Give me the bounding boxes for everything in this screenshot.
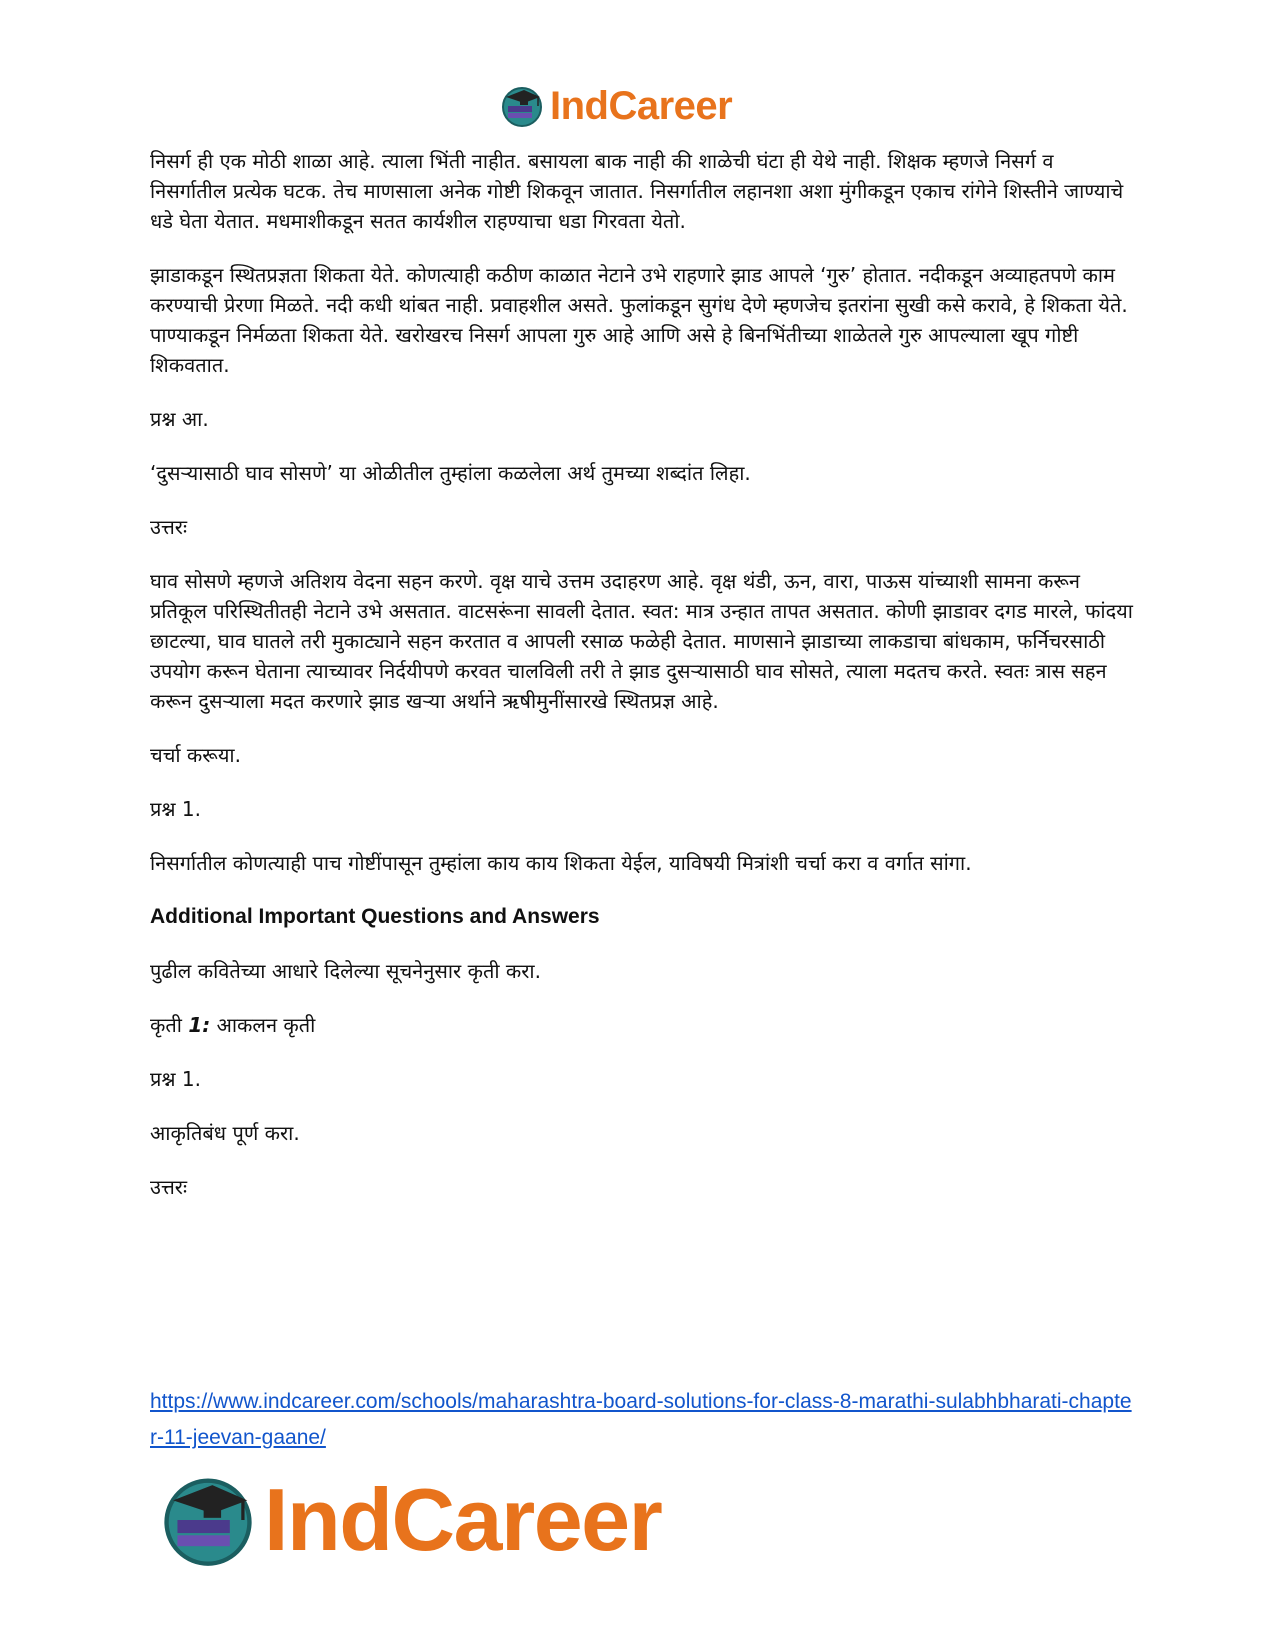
source-link[interactable]: https://www.indcareer.com/schools/maharashtra-board-solutions-for-class-8-marathi-sulabhbharati-chapter-11-jeevan-gaane/	[150, 1390, 1132, 1449]
header-logo	[500, 78, 780, 134]
question-text: ‘दुसऱ्यासाठी घाव सोसणे’ या ओळीतील तुम्हांला कळलेला अर्थ तुमच्या शब्दांत लिहा.	[150, 461, 751, 485]
logo-wordmark: IndCareer	[264, 1470, 662, 1569]
document-body	[150, 146, 1135, 1226]
graduation-book-globe-icon	[500, 84, 544, 128]
question-text: निसर्गातील कोणत्याही पाच गोष्टींपासून तुम्हांला काय काय शिकता येईल, याविषयी मित्रांशी चर्चा करा व वर्गात सांगा.	[150, 851, 972, 875]
logo-wordmark: IndCareer	[550, 83, 733, 128]
footer-logo	[160, 1470, 700, 1570]
answer-label: उत्तरः	[150, 1175, 187, 1199]
question-label: प्रश्न आ.	[150, 407, 209, 431]
section-label: चर्चा करूया.	[150, 743, 241, 767]
question-label: प्रश्न 1.	[150, 1067, 201, 1091]
instruction-text: पुढील कवितेच्या आधारे दिलेल्या सूचनेनुसार कृती करा.	[150, 959, 541, 983]
activity-number: 1:	[188, 1013, 211, 1037]
graduation-book-globe-icon	[160, 1472, 256, 1568]
question-label: प्रश्न 1.	[150, 797, 201, 821]
activity-prefix: कृती	[150, 1013, 182, 1037]
activity-name: आकलन कृती	[216, 1013, 316, 1037]
answer-label: उत्तरः	[150, 515, 187, 539]
paragraph: घाव सोसणे म्हणजे अतिशय वेदना सहन करणे. वृक्ष याचे उत्तम उदाहरण आहे. वृक्ष थंडी, ऊन, वारा, पाऊस यांच्याशी सामना करून प्रतिकूल परिस्थितीतही नेटाने उभे असतात. वाटसरूंना सावली देतात. स्वत: मात्र उन्हात तापत असतात. कोणी झाडावर दगड मारले, फांदया छाटल्या, घाव घातले तरी मुकाट्याने सहन करतात व आपली रसाळ फळेही देतात. माणसाने झाडाच्या लाकडाचा बांधकाम, फर्निचरसाठी उपयोग करून घेताना त्याच्यावर निर्दयीपणे करवत चालविली तरी ते झाड दुसऱ्यासाठी घाव सोसते, त्याला मदतच करते. स्वतः त्रास सहन करून दुसऱ्याला मदत करणारे झाड खऱ्या अर्थाने ऋषीमुनींसारखे स्थितप्रज्ञ आहे.	[150, 569, 1133, 713]
section-heading: Additional Important Questions and Answers	[150, 905, 600, 928]
question-text: आकृतिबंध पूर्ण करा.	[150, 1121, 300, 1145]
paragraph: निसर्ग ही एक मोठी शाळा आहे. त्याला भिंती नाहीत. बसायला बाक नाही की शाळेची घंटा ही येथे नाही. शिक्षक म्हणजे निसर्ग व निसर्गातील प्रत्येक घटक. तेच माणसाला अनेक गोष्टी शिकवून जातात. निसर्गातील लहानशा अशा मुंगीकडून एकाच रांगेने शिस्तीने जाण्याचे धडे घेता येतात. मधमाशीकडून सतत कार्यशील राहण्याचा धडा गिरवता येतो.	[150, 149, 1124, 233]
paragraph: झाडाकडून स्थितप्रज्ञता शिकता येते. कोणत्याही कठीण काळात नेटाने उभे राहणारे झाड आपले ‘गुरु’ होतात. नदीकडून अव्याहतपणे काम करण्याची प्रेरणा मिळते. नदी कधी थांबत नाही. प्रवाहशील असते. फुलांकडून सुगंध देणे म्हणजेच इतरांना सुखी कसे करावे, हे शिकता येते. पाण्याकडून निर्मळता शिकता येते. खरोखरच निसर्ग आपला गुरु आहे आणि असे हे बिनभिंतीच्या शाळेतले गुरु आपल्याला खूप गोष्टी शिकवतात.	[150, 263, 1128, 377]
activity-label	[150, 1010, 1135, 1040]
